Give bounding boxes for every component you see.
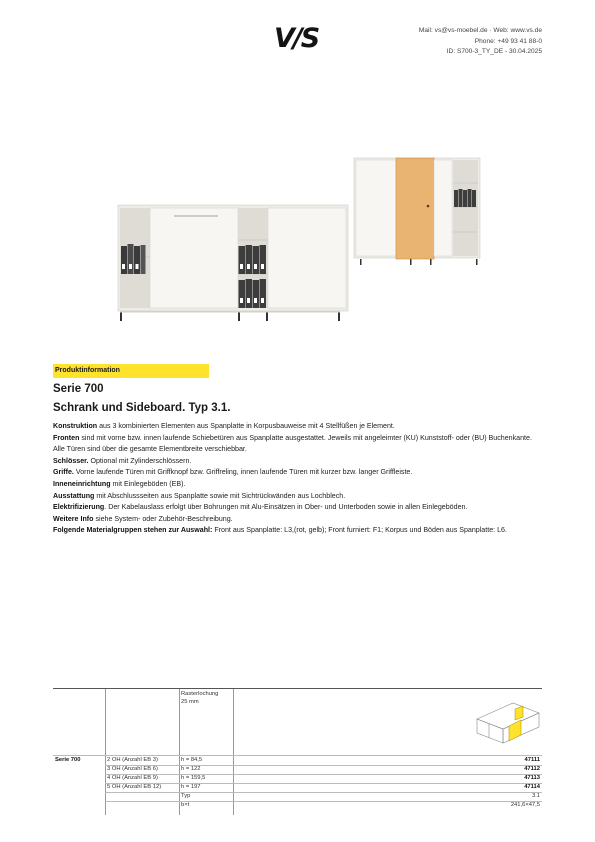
raster-label: Rasterlochung	[181, 691, 219, 697]
desc-text: aus 3 kombinierten Elementen aus Spanplatte in Korpusbauweise mit 4 Stellfüßen je Element.	[97, 422, 395, 430]
row-article: 47112	[524, 766, 540, 772]
desc-fronts	[53, 433, 543, 456]
product-subtitle: Schrank und Sideboard. Typ 3.1.	[53, 402, 231, 414]
row-dim: h = 159,5	[181, 775, 206, 781]
product-description	[53, 421, 543, 537]
contact-block	[419, 26, 542, 58]
desc-text: mit Einlegeböden (EB).	[110, 479, 186, 488]
table-divider	[233, 689, 234, 815]
table-row-rule	[105, 801, 542, 802]
desc-label: Elektrifizierung	[53, 503, 105, 512]
table-divider	[105, 689, 106, 815]
desc-label: Konstruktion	[53, 422, 98, 430]
sideboard-illustration	[118, 205, 348, 321]
tall-cabinet-illustration	[354, 158, 480, 265]
document-id: ID: S700-3_TY_DE - 30.04.2025	[446, 48, 542, 55]
desc-label: Schlösser.	[53, 456, 89, 465]
desc-text: mit Abschlussseiten aus Spanplatte sowie mit Sichtrückwänden aus Lochblech.	[94, 491, 346, 500]
cabinet-isometric-thumbnail	[475, 697, 541, 745]
row-dim: h = 122	[181, 766, 201, 772]
desc-label: Fronten	[53, 433, 80, 442]
desc-interior	[53, 479, 543, 491]
row-desc: 5 OH (Anzahl EB 12)	[107, 784, 162, 790]
desc-text: sind mit vorne bzw. innen laufende Schiebetüren aus Spanplatte ausgestattet. Jeweils mit angeleimter (KU) Kunststoff- oder (BU) Buchenkante. Alle Türen sind über die gesamte Elementbreite verschiebbar.	[53, 433, 532, 454]
desc-electrification	[53, 502, 543, 514]
desc-label: Inneneinrichtung	[53, 479, 111, 488]
table-row-rule	[105, 783, 542, 784]
table-row-rule	[105, 792, 542, 793]
contact-mail-web: Mail: vs@vs-moebel.de · Web: www.vs.de	[418, 27, 542, 34]
table-row-rule	[53, 755, 542, 756]
row-article: 47113	[524, 775, 540, 781]
row-desc: 3 OH (Anzahl EB 6)	[107, 766, 158, 772]
desc-label: Folgende Materialgruppen stehen zur Auswahl:	[53, 526, 213, 535]
desc-label: Griffe.	[53, 468, 74, 477]
table-row-rule	[105, 774, 542, 775]
product-info-tag: Produktinformation	[53, 364, 209, 378]
desc-text: siehe System- oder Zubehör-Beschreibung.	[93, 514, 233, 523]
row-desc: 2 OH (Anzahl EB 3)	[107, 757, 158, 763]
desc-more-info	[53, 514, 543, 526]
typ-value: 3.1	[531, 793, 540, 799]
table-row-rule	[105, 765, 542, 766]
row-dim: h = 84,5	[181, 757, 203, 763]
desc-text: . Der Kabelauslass erfolgt über Bohrungen mit Alu-Einsätzen in Ober- und Unterboden sowie in allen Einlegeböden.	[104, 503, 468, 512]
desc-text: Optional mit Zylinderschlössern.	[88, 456, 192, 465]
spec-series: Serie 700	[55, 757, 81, 763]
spec-table	[53, 688, 542, 815]
row-article: 47114	[524, 784, 540, 790]
cabinet-sideboard-photo	[110, 150, 490, 330]
series-title: Serie 700	[53, 383, 104, 395]
contact-phone: Phone: +49 93 41 88-0	[474, 37, 542, 45]
row-dim: h = 197	[181, 784, 201, 790]
desc-label: Ausstattung	[53, 491, 95, 500]
bt-value: 241,6×47,5	[510, 802, 540, 808]
desc-construction	[53, 421, 543, 433]
desc-text: Front aus Spanplatte: L3,(rot, gelb); Front furniert: F1; Korpus und Böden aus Spanplatte: L6.	[212, 526, 507, 535]
typ-label: Typ	[181, 793, 191, 799]
desc-label: Weitere Info	[53, 514, 94, 523]
desc-materials	[53, 525, 543, 537]
desc-handles	[53, 467, 543, 479]
row-desc: 4 OH (Anzahl EB 9)	[107, 775, 158, 781]
desc-text: Vorne laufende Türen mit Griffknopf bzw. Griffreling, innen laufende Türen mit kurzer bzw. langer Griffleiste.	[73, 468, 413, 477]
bt-label: b×t	[181, 802, 190, 808]
desc-equipment	[53, 491, 543, 503]
vs-logo: V/S	[274, 23, 319, 54]
row-article: 47111	[524, 757, 540, 763]
desc-locks	[53, 456, 543, 468]
raster-value: 25 mm	[181, 699, 199, 705]
table-divider	[179, 689, 180, 815]
